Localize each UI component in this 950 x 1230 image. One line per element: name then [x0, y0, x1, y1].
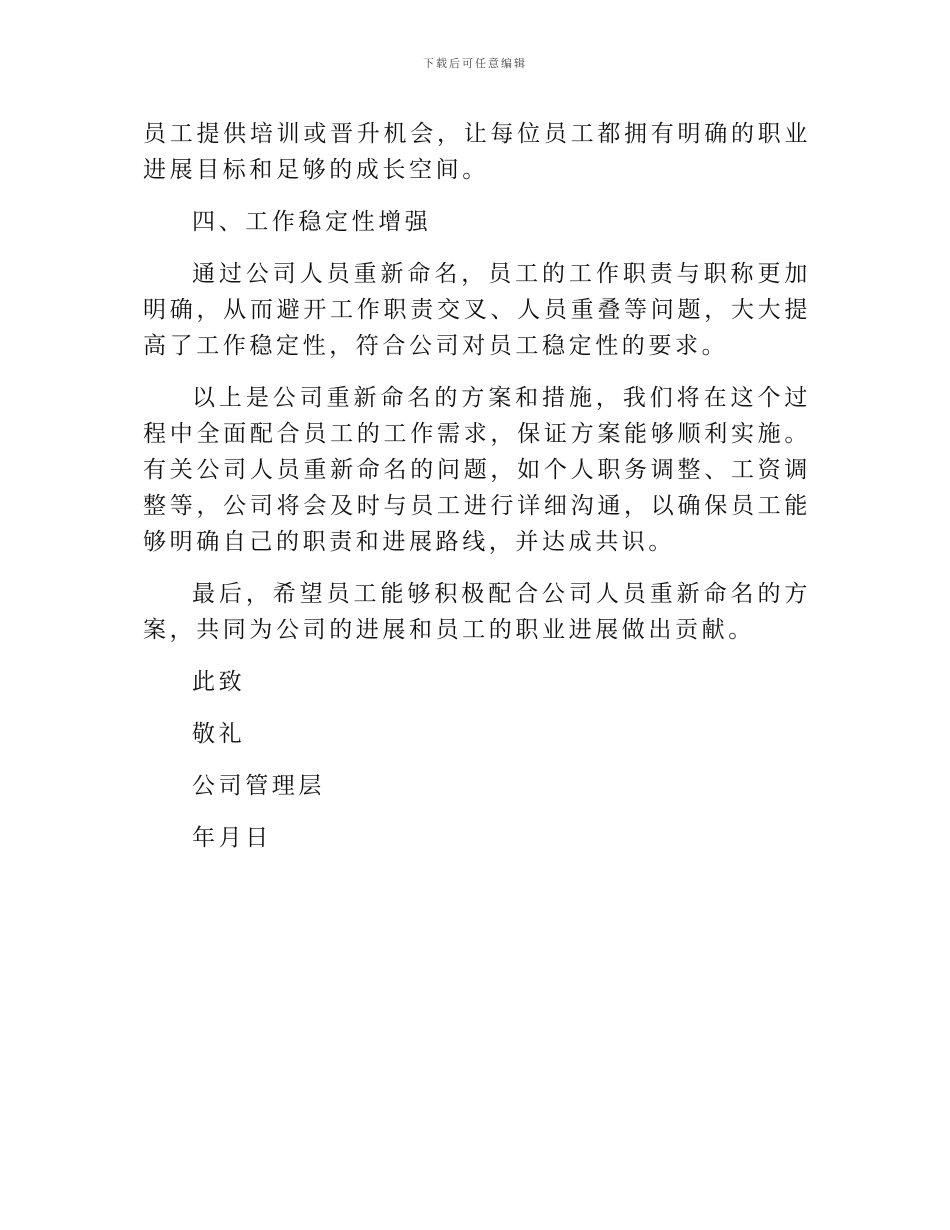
- closing-regards: 敬礼: [192, 721, 246, 747]
- header-note: 下载后可任意编辑: [423, 57, 527, 70]
- section-heading: 四、工作稳定性增强: [192, 209, 432, 235]
- document-body: [143, 116, 811, 872]
- closing-date: 年月日: [192, 825, 272, 851]
- paragraph-summary: 以上是公司重新命名的方案和措施，我们将在这个过程中全面配合员工的工作需求，保证方案能够顺利实施。有关公司人员重新命名的问题，如个人职务调整、工资调整等，公司将会及时与员工进行详细沟通，以确保员工能够明确自己的职责和进展路线，并达成共识。: [143, 385, 811, 555]
- paragraph-stability: 通过公司人员重新命名，员工的工作职责与职称更加明确，从而避开工作职责交叉、人员重叠等问题，大大提高了工作稳定性，符合公司对员工稳定性的要求。: [143, 261, 811, 359]
- closing-salutation: 此致: [192, 669, 246, 695]
- paragraph-continuation: 员工提供培训或晋升机会，让每位员工都拥有明确的职业进展目标和足够的成长空间。: [143, 121, 811, 183]
- paragraph-final: 最后，希望员工能够积极配合公司人员重新命名的方案，共同为公司的进展和员工的职业进展做出贡献。: [143, 581, 811, 643]
- closing-signature: 公司管理层: [192, 773, 325, 799]
